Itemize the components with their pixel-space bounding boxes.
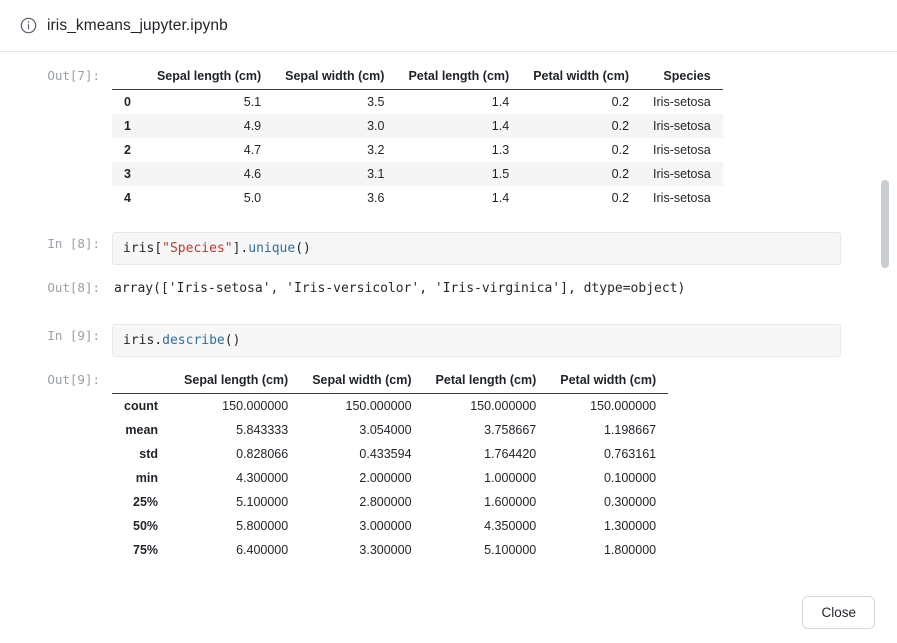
row-index: 75% — [133, 543, 159, 557]
table-cell: Iris-setosa — [653, 95, 711, 109]
table-cell: 0.763161 — [603, 447, 657, 461]
table-corner-cell — [112, 368, 172, 394]
code-editor[interactable] — [112, 324, 841, 357]
table-cell: 150.000000 — [222, 399, 289, 413]
dataframe-head — [112, 64, 723, 210]
table-cell: 0.2 — [611, 143, 630, 157]
cell-prompt: Out[9]: — [47, 372, 100, 387]
table-cell: 0.2 — [611, 119, 630, 133]
code-token: describe — [162, 333, 225, 348]
table-cell: 5.1 — [243, 95, 262, 109]
table-header-row — [112, 368, 668, 394]
table-cell: 150.000000 — [470, 399, 537, 413]
table-cell: 2.800000 — [359, 495, 412, 509]
code-editor[interactable] — [112, 232, 841, 265]
notebook-cell-output-8 — [0, 276, 897, 302]
cell-output-body — [112, 276, 869, 302]
table-row — [112, 394, 668, 419]
table-cell: 0.433594 — [359, 447, 412, 461]
table-cell: 0.828066 — [236, 447, 289, 461]
code-token: iris — [123, 333, 155, 348]
table-row — [112, 490, 668, 514]
cell-input-body[interactable] — [112, 324, 869, 357]
close-button[interactable]: Close — [802, 596, 875, 629]
dialog-footer — [0, 582, 897, 643]
table-cell: 0.2 — [611, 167, 630, 181]
table-cell: Iris-setosa — [653, 119, 711, 133]
table-cell: 3.300000 — [359, 543, 412, 557]
table-cell: 4.350000 — [484, 519, 537, 533]
table-cell: 1.5 — [491, 167, 510, 181]
row-index: mean — [125, 423, 159, 437]
table-row — [112, 538, 668, 562]
code-token: [ — [154, 241, 163, 256]
table-row — [112, 442, 668, 466]
column-header: Sepal width (cm) — [300, 368, 423, 394]
notebook-cell-input-9[interactable] — [0, 324, 897, 357]
table-cell: 3.1 — [367, 167, 385, 181]
row-index: 2 — [124, 143, 131, 157]
cell-input-body[interactable] — [112, 232, 869, 265]
table-cell: 3.2 — [367, 143, 385, 157]
table-cell: 1.000000 — [484, 471, 537, 485]
cell-prompt: Out[7]: — [47, 68, 100, 83]
table-corner-cell — [112, 64, 145, 90]
table-cell: 1.4 — [491, 119, 510, 133]
code-token: . — [154, 333, 163, 348]
table-cell: Iris-setosa — [653, 143, 711, 157]
row-index: 3 — [124, 167, 131, 181]
table-cell: 3.054000 — [359, 423, 412, 437]
page-title: iris_kmeans_jupyter.ipynb — [47, 16, 228, 34]
dataframe-describe — [112, 368, 668, 562]
table-cell: 5.100000 — [484, 543, 537, 557]
notebook-cell-output-7 — [0, 64, 897, 210]
cell-output-body — [112, 64, 869, 210]
code-token: unique — [248, 241, 296, 256]
table-cell: 1.4 — [491, 95, 510, 109]
table-cell: 5.100000 — [236, 495, 289, 509]
column-header: Petal length (cm) — [424, 368, 549, 394]
row-index: min — [135, 471, 159, 485]
table-cell: 0.2 — [611, 191, 630, 205]
table-header-row — [112, 64, 723, 90]
row-index: 4 — [124, 191, 131, 205]
table-row — [112, 186, 723, 210]
table-cell: 5.843333 — [236, 423, 289, 437]
code-token: "Species" — [162, 241, 233, 256]
code-token: iris — [123, 241, 155, 256]
table-cell: 1.800000 — [603, 543, 657, 557]
row-index: 0 — [124, 95, 131, 109]
column-header: Petal width (cm) — [548, 368, 668, 394]
table-cell: 4.6 — [243, 167, 262, 181]
code-token: ]. — [232, 241, 249, 256]
table-cell: 150.000000 — [590, 399, 657, 413]
table-cell: 4.7 — [243, 143, 262, 157]
row-index: 25% — [133, 495, 159, 509]
text-output: array(['Iris-setosa', 'Iris-versicolor', 'Iris-virginica'], dtype=object) — [114, 281, 686, 296]
table-cell: 4.300000 — [236, 471, 289, 485]
table-cell: 3.000000 — [359, 519, 412, 533]
cell-prompt: In [8]: — [47, 236, 100, 251]
table-cell: 1.4 — [491, 191, 510, 205]
notebook-viewer[interactable] — [0, 52, 897, 582]
table-cell: 0.2 — [611, 95, 630, 109]
notebook-cell-output-9 — [0, 368, 897, 562]
table-cell: 2.000000 — [359, 471, 412, 485]
table-cell: 0.300000 — [603, 495, 657, 509]
vertical-scrollbar[interactable] — [881, 112, 889, 572]
table-cell: 3.6 — [367, 191, 385, 205]
scrollbar-thumb[interactable] — [881, 180, 889, 268]
column-header: Sepal length (cm) — [172, 368, 300, 394]
dialog-header — [0, 0, 897, 52]
code-token: () — [224, 333, 241, 348]
column-header: Petal width (cm) — [521, 64, 641, 90]
table-cell: 4.9 — [243, 119, 262, 133]
row-index: 50% — [133, 519, 159, 533]
cell-prompt: Out[8]: — [47, 280, 100, 295]
table-cell: 150.000000 — [345, 399, 412, 413]
table-cell: 1.600000 — [484, 495, 537, 509]
table-cell: 1.764420 — [484, 447, 537, 461]
table-row — [112, 514, 668, 538]
column-header: Species — [641, 64, 723, 90]
notebook-cell-input-8[interactable] — [0, 232, 897, 265]
table-cell: 5.0 — [243, 191, 262, 205]
table-row — [112, 138, 723, 162]
table-cell: Iris-setosa — [653, 167, 711, 181]
table-cell: 6.400000 — [236, 543, 289, 557]
table-row — [112, 466, 668, 490]
row-index: 1 — [124, 119, 131, 133]
cell-output-body — [112, 368, 869, 562]
table-cell: 1.3 — [491, 143, 510, 157]
table-cell: 3.758667 — [484, 423, 537, 437]
code-token: () — [295, 241, 311, 256]
table-cell: 0.100000 — [603, 471, 657, 485]
column-header: Sepal width (cm) — [273, 64, 396, 90]
row-index: count — [124, 399, 159, 413]
table-row — [112, 418, 668, 442]
cell-prompt: In [9]: — [47, 328, 100, 343]
table-row — [112, 114, 723, 138]
row-index: std — [139, 447, 159, 461]
table-row — [112, 162, 723, 186]
column-header: Sepal length (cm) — [145, 64, 273, 90]
info-circle-icon — [20, 17, 37, 34]
table-cell: 5.800000 — [236, 519, 289, 533]
table-cell: 1.300000 — [603, 519, 657, 533]
column-header: Petal length (cm) — [396, 64, 521, 90]
table-cell: 3.0 — [367, 119, 385, 133]
table-cell: 3.5 — [367, 95, 385, 109]
table-cell: Iris-setosa — [653, 191, 711, 205]
table-cell: 1.198667 — [603, 423, 657, 437]
table-row — [112, 90, 723, 115]
